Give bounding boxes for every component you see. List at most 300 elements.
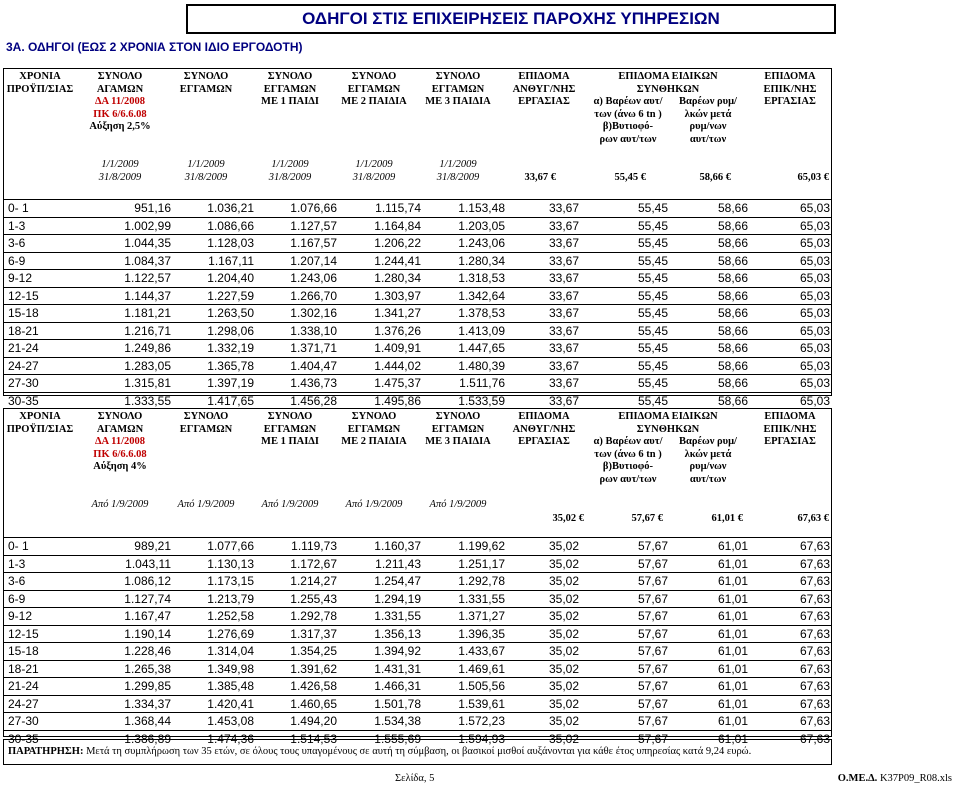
row-value: 67,63 <box>799 661 830 676</box>
row-value: 1.371,27 <box>458 609 505 623</box>
row-value: 57,67 <box>637 539 668 553</box>
table-1-header <box>4 69 831 200</box>
header-epidoma-eidikon: ΕΠΙΔΟΜΑ ΕΙΔΙΚΩΝ ΣΥΝΘΗΚΩΝ <box>618 411 718 435</box>
header-date: Από 1/9/2009 <box>345 499 403 510</box>
row-value: 1.342,64 <box>458 288 505 303</box>
table-row <box>4 661 831 679</box>
row-value: 1.214,27 <box>290 574 337 588</box>
row-value: 1.317,37 <box>290 626 337 641</box>
row-value: 58,66 <box>717 288 748 303</box>
row-value: 58,66 <box>717 376 748 390</box>
row-value: 1.199,62 <box>458 539 505 553</box>
table-row <box>4 573 831 591</box>
row-years-label: 1-3 <box>8 218 26 233</box>
table-row <box>4 375 831 393</box>
row-value: 61,01 <box>717 609 748 623</box>
table-row <box>4 591 831 609</box>
row-value: 58,66 <box>717 393 748 408</box>
table-row <box>4 538 831 556</box>
table-row <box>4 696 831 714</box>
row-years-label: 0- 1 <box>8 539 29 553</box>
table-row <box>4 358 831 376</box>
row-value: 1.280,34 <box>458 253 505 268</box>
row-value: 1.394,92 <box>374 644 421 658</box>
row-value: 1.475,37 <box>374 376 421 390</box>
row-value: 58,66 <box>717 201 748 215</box>
row-value: 1.206,22 <box>374 236 421 250</box>
table-row <box>4 340 831 358</box>
row-value: 1.397,19 <box>207 376 254 390</box>
table-1-body <box>4 200 831 409</box>
row-value: 1.409,91 <box>374 341 421 355</box>
row-value: 1.283,05 <box>124 358 171 373</box>
total-eidikon-b: 58,66 € <box>699 172 731 183</box>
remark-note <box>3 739 832 765</box>
org-code: Ο.ΜΕ.Δ. <box>837 773 878 784</box>
row-value: 1.119,73 <box>291 539 337 553</box>
row-value: 1.338,10 <box>290 323 337 338</box>
row-value: 35,02 <box>548 591 579 606</box>
row-value: 35,02 <box>548 626 579 641</box>
row-value: 1.302,16 <box>290 306 337 320</box>
row-value: 1.211,43 <box>375 556 421 571</box>
header-epidoma-ergasias: ΕΠΙΔΟΜΑ ΑΝΘΥΓ/ΝΗΣ ΕΡΓΑΣΙΑΣ <box>512 71 576 107</box>
row-value: 1.480,39 <box>458 358 505 373</box>
row-value: 1.207,14 <box>290 253 337 268</box>
wage-table-2 <box>3 408 832 746</box>
header-epidoma-eidikon: ΕΠΙΔΟΜΑ ΕΙΔΙΚΩΝ ΣΥΝΘΗΚΩΝ <box>618 71 718 95</box>
header-date: Από 1/9/2009 <box>91 499 149 510</box>
row-value: 1.333,55 <box>124 393 171 408</box>
row-years-label: 30-35 <box>8 731 39 746</box>
row-value: 55,45 <box>637 341 668 355</box>
row-value: 1.280,34 <box>374 271 421 285</box>
row-value: 57,67 <box>637 626 668 641</box>
table-row <box>4 556 831 574</box>
row-value: 65,03 <box>799 271 830 285</box>
row-years-label: 3-6 <box>8 574 26 588</box>
row-value: 1.332,19 <box>207 341 254 355</box>
row-value: 1.252,58 <box>207 609 254 623</box>
header-date: 1/1/2009 31/8/2009 <box>184 159 228 183</box>
row-value: 1.266,70 <box>290 288 337 303</box>
row-value: 1.334,37 <box>124 696 171 711</box>
row-value: 67,63 <box>799 731 830 746</box>
row-value: 1.204,40 <box>207 271 254 285</box>
row-value: 33,67 <box>548 253 579 268</box>
total-epik: 67,63 € <box>797 513 829 524</box>
header-date: 1/1/2009 31/8/2009 <box>98 159 142 183</box>
row-value: 1.167,57 <box>290 236 337 250</box>
row-value: 33,67 <box>548 323 579 338</box>
row-value: 58,66 <box>717 323 748 338</box>
row-value: 58,66 <box>717 218 748 233</box>
header-eidikon-b: Βαρέων ρυμ/ λκών μετά ρυμ/νων αυτ/των <box>679 96 737 145</box>
row-value: 1.084,37 <box>124 253 171 268</box>
row-value: 1.534,38 <box>374 714 421 728</box>
row-value: 1.444,02 <box>374 358 421 373</box>
row-years-label: 21-24 <box>8 341 39 355</box>
row-value: 1.276,69 <box>207 626 254 641</box>
table-row <box>4 678 831 696</box>
row-value: 1.385,48 <box>207 679 254 693</box>
row-value: 1.190,14 <box>124 626 171 641</box>
row-years-label: 9-12 <box>8 271 33 285</box>
row-value: 1.431,31 <box>374 661 421 676</box>
row-value: 1.511,76 <box>459 376 505 390</box>
table-2-header <box>4 409 831 538</box>
row-years-label: 12-15 <box>8 288 39 303</box>
row-value: 1.386,89 <box>124 731 171 746</box>
header-date: 1/1/2009 31/8/2009 <box>436 159 480 183</box>
row-value: 1.203,05 <box>458 218 505 233</box>
row-value: 58,66 <box>717 306 748 320</box>
row-value: 1.378,53 <box>458 306 505 320</box>
row-value: 35,02 <box>548 574 579 588</box>
row-value: 33,67 <box>548 393 579 408</box>
row-value: 1.331,55 <box>374 609 421 623</box>
row-value: 1.127,74 <box>124 591 171 606</box>
file-name: K37P09_R08.xls <box>877 773 952 784</box>
row-value: 57,67 <box>637 556 668 571</box>
remark-label: ΠΑΡΑΤΗΡΗΣΗ: <box>8 746 84 757</box>
row-value: 1.153,48 <box>458 201 505 215</box>
total-eidikon-a: 55,45 € <box>614 172 646 183</box>
row-years-label: 21-24 <box>8 679 39 693</box>
row-value: 61,01 <box>717 626 748 641</box>
row-years-label: 15-18 <box>8 306 39 320</box>
row-value: 65,03 <box>799 341 830 355</box>
table-row <box>4 253 831 271</box>
row-value: 65,03 <box>799 288 830 303</box>
header-eidikon-a: α) Βαρέων αυτ/ των (άνω 6 tn ) β)Βυτιοφό- ρων αυτ/των <box>593 436 663 485</box>
row-value: 1.172,67 <box>290 556 337 571</box>
row-value: 35,02 <box>548 696 579 711</box>
row-years-label: 18-21 <box>8 661 39 676</box>
row-value: 1.144,37 <box>124 288 171 303</box>
row-value: 1.251,17 <box>458 556 505 571</box>
row-value: 65,03 <box>799 236 830 250</box>
table-row <box>4 200 831 218</box>
header-epidoma-ergasias: ΕΠΙΔΟΜΑ ΑΝΘΥΓ/ΝΗΣ ΕΡΓΑΣΙΑΣ <box>512 411 576 447</box>
row-value: 1.243,06 <box>290 271 337 285</box>
header-paidi-1: ΣΥΝΟΛΟ ΕΓΓΑΜΩΝ ΜΕ 1 ΠΑΙΔΙ <box>261 71 319 107</box>
row-years-label: 6-9 <box>8 253 26 268</box>
row-value: 1.474,36 <box>207 731 254 746</box>
row-value: 55,45 <box>637 376 668 390</box>
header-agamon: ΣΥΝΟΛΟ ΑΓΑΜΩΝ ΔΑ 11/2008 ΠΚ 6/6.6.08 Αύξηση 2,5% <box>89 71 151 132</box>
header-epik: ΕΠΙΔΟΜΑ ΕΠΙΚ/ΝΗΣ ΕΡΓΑΣΙΑΣ <box>763 71 817 107</box>
header-epik: ΕΠΙΔΟΜΑ ΕΠΙΚ/ΝΗΣ ΕΡΓΑΣΙΑΣ <box>763 411 817 447</box>
table-row <box>4 305 831 323</box>
row-value: 1.533,59 <box>458 393 505 408</box>
header-eidikon-b: Βαρέων ρυμ/ λκών μετά ρυμ/νων αυτ/των <box>679 436 737 485</box>
row-value: 35,02 <box>548 731 579 746</box>
remark-text: Μετά τη συμπλήρωση των 35 ετών, σε όλους τους υπαγομένους σε αυτή τη σύμβαση, οι βασικοί μισθοί αυξάνονται για κάθε έτος υπηρεσίας κατά 9,24 ευρώ. <box>83 746 752 757</box>
row-value: 67,63 <box>799 574 830 588</box>
row-value: 1.501,78 <box>374 696 421 711</box>
row-value: 57,67 <box>637 591 668 606</box>
row-value: 57,67 <box>637 731 668 746</box>
row-value: 35,02 <box>548 539 579 553</box>
wage-table-1 <box>3 68 832 408</box>
row-value: 1.447,65 <box>458 341 505 355</box>
total-epidoma-ergasias: 35,02 € <box>552 513 584 524</box>
row-value: 1.460,65 <box>290 696 337 711</box>
row-years-label: 9-12 <box>8 609 33 623</box>
row-value: 1.227,59 <box>207 288 254 303</box>
row-value: 1.299,85 <box>124 679 171 693</box>
row-value: 55,45 <box>637 288 668 303</box>
row-value: 1.002,99 <box>124 218 171 233</box>
row-value: 1.173,15 <box>207 574 254 588</box>
header-years: ΧΡΟΝΙΑ ΠΡΟΫΠ/ΣΙΑΣ <box>6 71 74 95</box>
row-value: 61,01 <box>717 644 748 658</box>
row-value: 1.167,47 <box>124 609 171 623</box>
row-value: 1.076,66 <box>290 201 337 215</box>
row-years-label: 1-3 <box>8 556 26 571</box>
row-value: 1.292,78 <box>290 609 337 623</box>
row-value: 1.555,69 <box>374 731 421 746</box>
row-value: 1.396,35 <box>458 626 505 641</box>
row-value: 67,63 <box>799 539 830 553</box>
row-value: 1.331,55 <box>458 591 505 606</box>
row-value: 61,01 <box>717 539 748 553</box>
row-value: 1.298,06 <box>207 323 254 338</box>
row-value: 1.181,21 <box>124 306 171 320</box>
row-value: 1.469,61 <box>458 661 505 676</box>
row-years-label: 27-30 <box>8 376 39 390</box>
header-agamon: ΣΥΝΟΛΟ ΑΓΑΜΩΝ ΔΑ 11/2008 ΠΚ 6/6.6.08 Αύξηση 4% <box>93 411 147 472</box>
table-row <box>4 626 831 644</box>
header-paidi-1: ΣΥΝΟΛΟ ΕΓΓΑΜΩΝ ΜΕ 1 ΠΑΙΔΙ <box>261 411 319 447</box>
row-value: 1.341,27 <box>374 306 421 320</box>
row-value: 1.376,26 <box>374 323 421 338</box>
row-value: 1.077,66 <box>207 539 254 553</box>
row-value: 1.164,84 <box>374 218 421 233</box>
total-epik: 65,03 € <box>797 172 829 183</box>
total-epidoma-ergasias: 33,67 € <box>524 172 556 183</box>
header-paidi-2: ΣΥΝΟΛΟ ΕΓΓΑΜΩΝ ΜΕ 2 ΠΑΙΔΙΑ <box>341 71 407 107</box>
row-value: 33,67 <box>548 376 579 390</box>
header-eidikon-a: α) Βαρέων αυτ/ των (άνω 6 tn ) β)Βυτιοφό- ρων αυτ/των <box>593 96 663 145</box>
row-value: 1.249,86 <box>124 341 171 355</box>
row-value: 1.216,71 <box>124 323 171 338</box>
row-value: 1.505,56 <box>458 679 505 693</box>
header-eggamon: ΣΥΝΟΛΟ ΕΓΓΑΜΩΝ <box>179 71 233 95</box>
table-row <box>4 608 831 626</box>
row-value: 1.254,47 <box>374 574 421 588</box>
header-date: Από 1/9/2009 <box>261 499 319 510</box>
row-years-label: 15-18 <box>8 644 39 658</box>
row-value: 1.456,28 <box>290 393 337 408</box>
row-value: 1.255,43 <box>290 591 337 606</box>
row-value: 1.115,74 <box>375 201 421 215</box>
row-value: 55,45 <box>637 358 668 373</box>
row-value: 1.354,25 <box>290 644 337 658</box>
row-value: 65,03 <box>799 218 830 233</box>
table-row <box>4 235 831 253</box>
row-years-label: 6-9 <box>8 591 26 606</box>
total-eidikon-b: 61,01 € <box>711 513 743 524</box>
row-value: 35,02 <box>548 609 579 623</box>
row-value: 61,01 <box>717 696 748 711</box>
row-value: 1.036,21 <box>207 201 254 215</box>
row-value: 57,67 <box>637 714 668 728</box>
row-value: 33,67 <box>548 218 579 233</box>
row-value: 61,01 <box>717 714 748 728</box>
row-value: 1.315,81 <box>124 376 171 390</box>
row-value: 65,03 <box>799 376 830 390</box>
row-years-label: 24-27 <box>8 696 39 711</box>
row-value: 35,02 <box>548 714 579 728</box>
row-value: 1.263,50 <box>207 306 254 320</box>
row-value: 55,45 <box>637 218 668 233</box>
row-value: 33,67 <box>548 201 579 215</box>
header-eggamon: ΣΥΝΟΛΟ ΕΓΓΑΜΩΝ <box>179 411 233 435</box>
row-value: 67,63 <box>799 556 830 571</box>
row-value: 1.314,04 <box>207 644 254 658</box>
row-value: 61,01 <box>717 679 748 693</box>
row-value: 58,66 <box>717 341 748 355</box>
row-value: 67,63 <box>799 609 830 623</box>
row-value: 33,67 <box>548 358 579 373</box>
row-value: 33,67 <box>548 236 579 250</box>
row-value: 35,02 <box>548 556 579 571</box>
row-value: 1.368,44 <box>124 714 171 728</box>
row-years-label: 12-15 <box>8 626 39 641</box>
table-row <box>4 643 831 661</box>
row-value: 67,63 <box>799 626 830 641</box>
row-value: 1.130,13 <box>207 556 254 571</box>
table-row <box>4 218 831 236</box>
row-value: 1.086,12 <box>124 574 171 588</box>
row-value: 55,45 <box>637 306 668 320</box>
row-years-label: 18-21 <box>8 323 39 338</box>
row-value: 1.466,31 <box>374 679 421 693</box>
row-value: 58,66 <box>717 236 748 250</box>
row-value: 1.371,71 <box>290 341 337 355</box>
table-row <box>4 393 831 410</box>
row-value: 58,66 <box>717 271 748 285</box>
row-value: 1.167,11 <box>208 253 254 268</box>
row-value: 55,45 <box>637 236 668 250</box>
row-value: 57,67 <box>637 696 668 711</box>
row-value: 67,63 <box>799 696 830 711</box>
row-value: 1.539,61 <box>458 696 505 711</box>
row-value: 1.244,41 <box>374 253 421 268</box>
row-value: 61,01 <box>717 556 748 571</box>
row-value: 67,63 <box>799 679 830 693</box>
row-value: 35,02 <box>548 679 579 693</box>
header-paidi-3: ΣΥΝΟΛΟ ΕΓΓΑΜΩΝ ΜΕ 3 ΠΑΙΔΙΑ <box>425 411 491 447</box>
row-value: 1.514,53 <box>290 731 337 746</box>
row-value: 61,01 <box>717 661 748 676</box>
header-paidi-2: ΣΥΝΟΛΟ ΕΓΓΑΜΩΝ ΜΕ 2 ΠΑΙΔΙΑ <box>341 411 407 447</box>
table-row <box>4 270 831 288</box>
row-value: 33,67 <box>548 288 579 303</box>
header-date: Από 1/9/2009 <box>429 499 487 510</box>
row-value: 1.160,37 <box>374 539 421 553</box>
row-value: 989,21 <box>134 539 171 553</box>
header-date: 1/1/2009 31/8/2009 <box>268 159 312 183</box>
row-years-label: 0- 1 <box>8 201 29 215</box>
row-value: 1.413,09 <box>458 323 505 338</box>
row-value: 33,67 <box>548 341 579 355</box>
row-years-label: 30-35 <box>8 393 39 408</box>
table-row <box>4 713 831 731</box>
row-value: 1.420,41 <box>207 696 254 711</box>
row-value: 1.043,11 <box>125 556 171 571</box>
row-value: 1.122,57 <box>124 271 171 285</box>
row-value: 67,63 <box>799 644 830 658</box>
row-value: 1.426,58 <box>290 679 337 693</box>
row-value: 951,16 <box>134 201 171 215</box>
row-value: 1.356,13 <box>374 626 421 641</box>
row-value: 1.128,03 <box>207 236 254 250</box>
row-value: 58,66 <box>717 358 748 373</box>
row-value: 1.572,23 <box>458 714 505 728</box>
row-value: 1.213,79 <box>207 591 254 606</box>
section-title: 3Α. ΟΔΗΓΟΙ (ΕΩΣ 2 ΧΡΟΝΙΑ ΣΤΟΝ ΙΔΙΟ ΕΡΓΟΔΟΤΗ) <box>6 40 303 54</box>
document-code <box>838 773 952 784</box>
row-value: 1.086,66 <box>207 218 254 233</box>
page-title: ΟΔΗΓΟΙ ΣΤΙΣ ΕΠΙΧΕΙΡΗΣΕΙΣ ΠΑΡΟΧΗΣ ΥΠΗΡΕΣΙΩΝ <box>186 4 836 34</box>
row-value: 1.127,57 <box>290 218 337 233</box>
row-value: 1.303,97 <box>374 288 421 303</box>
row-value: 57,67 <box>637 609 668 623</box>
row-value: 57,67 <box>637 661 668 676</box>
row-value: 61,01 <box>717 574 748 588</box>
row-value: 1.292,78 <box>458 574 505 588</box>
row-value: 55,45 <box>637 323 668 338</box>
row-value: 35,02 <box>548 644 579 658</box>
row-value: 61,01 <box>717 731 748 746</box>
row-value: 65,03 <box>799 306 830 320</box>
row-value: 1.243,06 <box>458 236 505 250</box>
row-value: 1.453,08 <box>207 714 254 728</box>
table-2-body <box>4 538 831 747</box>
row-value: 1.433,67 <box>458 644 505 658</box>
row-value: 55,45 <box>637 253 668 268</box>
row-value: 1.494,20 <box>290 714 337 728</box>
row-value: 57,67 <box>637 574 668 588</box>
table-row <box>4 323 831 341</box>
row-value: 55,45 <box>637 201 668 215</box>
table-row <box>4 288 831 306</box>
header-years: ΧΡΟΝΙΑ ΠΡΟΫΠ/ΣΙΑΣ <box>6 411 74 435</box>
row-years-label: 24-27 <box>8 358 39 373</box>
row-value: 35,02 <box>548 661 579 676</box>
row-years-label: 3-6 <box>8 236 26 250</box>
total-eidikon-a: 57,67 € <box>631 513 663 524</box>
row-value: 1.391,62 <box>290 661 337 676</box>
row-value: 58,66 <box>717 253 748 268</box>
row-value: 65,03 <box>799 253 830 268</box>
row-value: 1.349,98 <box>207 661 254 676</box>
row-value: 65,03 <box>799 323 830 338</box>
row-value: 1.044,35 <box>124 236 171 250</box>
row-value: 1.228,46 <box>124 644 171 658</box>
row-value: 67,63 <box>799 714 830 728</box>
row-value: 67,63 <box>799 591 830 606</box>
row-value: 1.365,78 <box>207 358 254 373</box>
row-value: 1.594,93 <box>458 731 505 746</box>
row-value: 61,01 <box>717 591 748 606</box>
row-value: 33,67 <box>548 306 579 320</box>
row-value: 1.436,73 <box>290 376 337 390</box>
row-value: 1.404,47 <box>290 358 337 373</box>
